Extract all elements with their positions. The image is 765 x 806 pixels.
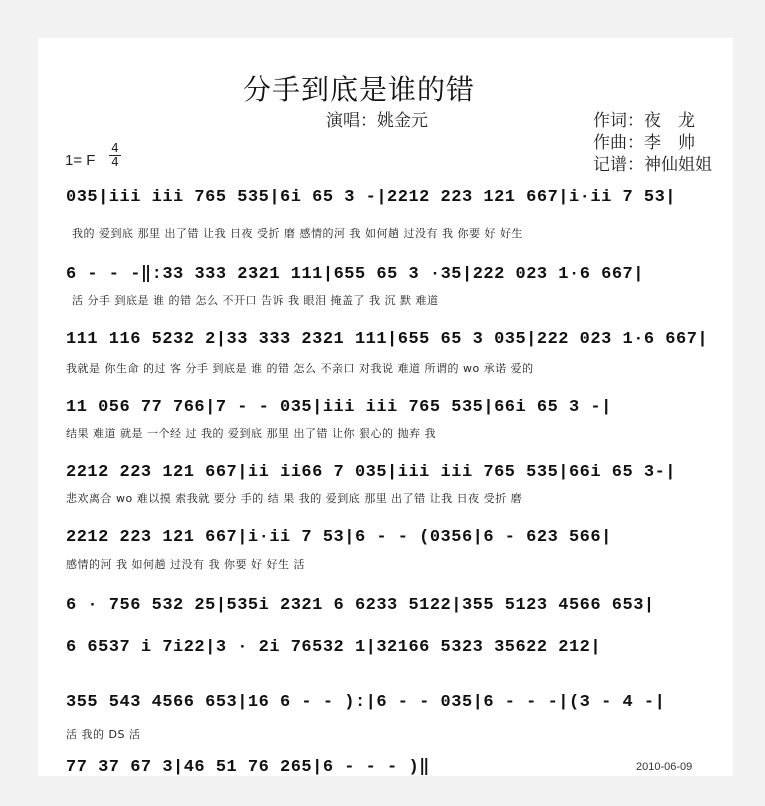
score-line-10-notes: 77 37 67 3|46 51 76 265|6 - - - )‖	[66, 758, 430, 777]
transcription-date: 2010-06-09	[636, 761, 693, 773]
score-line-3-lyrics: 我就是 你生命 的过 客 分手 到底是 谁 的错 怎么 不亲口 对我说 难道 所谓的 wo 承诺 爱的	[66, 362, 534, 375]
time-sig-bottom: 4	[111, 155, 119, 169]
time-signature	[109, 143, 121, 168]
score-line-1-lyrics: 我的 爱到底 那里 出了错 让我 日夜 受折 磨 感情的河 我 如何趟 过没有 我 你要 好 好生	[72, 227, 523, 240]
score-line-1-notes: 035|iii iii 765 535|6i 65 3 -|2212 223 121 667|i·ii 7 53|	[66, 188, 676, 207]
score-line-3-notes: 111 116 5232 2|33 333 2321 111|655 65 3 035|222 023 1·6 667|	[66, 330, 709, 349]
score-line-9-lyrics: 活 我的 DS 活	[66, 728, 141, 741]
score-line-8-notes: 6 6537 i 7i22|3 · 2i 76532 1|32166 5323 35622 212|	[66, 638, 602, 657]
time-sig-top: 4	[111, 141, 119, 155]
transcriber-credit: 记谱：神仙姐姐	[593, 155, 712, 175]
lyricist-credit: 作词：夜 龙	[593, 111, 695, 131]
key-signature: 1= F	[65, 152, 96, 169]
score-line-9-notes: 355 543 4566 653|16 6 - - ):|6 - - 035|6 - - -|(3 - 4 -|	[66, 693, 666, 712]
score-line-6-notes: 2212 223 121 667|i·ii 7 53|6 - - (0356|6 - 623 566|	[66, 528, 612, 547]
singer-credit: 演唱：姚金元	[326, 111, 428, 131]
score-line-4-lyrics: 结果 难道 就是 一个经 过 我的 爱到底 那里 出了错 让你 狠心的 抛弃 我	[66, 427, 436, 440]
score-line-5-notes: 2212 223 121 667|ii ii66 7 035|iii iii 765 535|66i 65 3-|	[66, 463, 676, 482]
composer-credit: 作曲：李 帅	[593, 133, 695, 153]
score-line-6-lyrics: 感情的河 我 如何趟 过没有 我 你要 好 好生 活	[66, 558, 305, 571]
score-line-5-lyrics: 悲欢离合 wo 难以摸 索我就 要分 手的 结 果 我的 爱到底 那里 出了错 让我 日夜 受折 磨	[66, 492, 523, 505]
score-line-4-notes: 11 056 77 766|7 - - 035|iii iii 765 535|66i 65 3 -|	[66, 398, 612, 417]
score-line-7-notes: 6 · 756 532 25|535i 2321 6 6233 5122|355 5123 4566 653|	[66, 596, 655, 615]
score-line-2-notes: 6 - - -‖:33 333 2321 111|655 65 3 ·35|222 023 1·6 667|	[66, 265, 644, 284]
score-line-2-lyrics: 活 分手 到底是 谁 的错 怎么 不开口 告诉 我 眼泪 掩盖了 我 沉 默 难道	[72, 294, 439, 307]
score-sheet	[38, 38, 733, 776]
song-title: 分手到底是谁的错	[243, 73, 476, 106]
